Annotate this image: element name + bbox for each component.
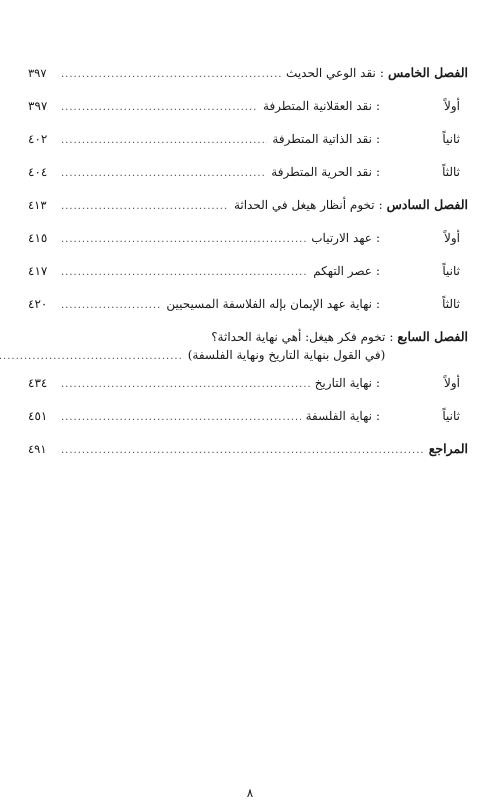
dot-leader bbox=[61, 165, 266, 183]
dot-leader bbox=[61, 132, 267, 150]
toc-item[interactable] bbox=[28, 407, 468, 440]
toc-item[interactable] bbox=[28, 262, 468, 295]
page-ref: ٣٩٧ bbox=[28, 66, 47, 80]
page-ref: ٤٢٠ bbox=[28, 297, 48, 311]
toc-item[interactable] bbox=[28, 130, 468, 163]
dot-leader bbox=[61, 442, 424, 460]
colon: : bbox=[375, 99, 380, 113]
dot-leader bbox=[61, 231, 306, 249]
page-ref: ٤٠٤ bbox=[28, 165, 48, 179]
dot-leader bbox=[61, 99, 258, 117]
item-title: نهاية التاريخ bbox=[314, 376, 372, 390]
dot-leader bbox=[61, 198, 229, 216]
colon: : bbox=[378, 198, 383, 212]
item-label: ثانياً bbox=[442, 264, 460, 278]
toc-item[interactable] bbox=[28, 229, 468, 262]
colon: : bbox=[389, 330, 394, 344]
item-title: عهد الارتياب bbox=[311, 231, 372, 245]
colon: : bbox=[375, 264, 380, 278]
toc-references[interactable] bbox=[28, 440, 468, 473]
toc-chapter-6[interactable] bbox=[28, 196, 468, 229]
chapter-label: الفصل الخامس bbox=[387, 65, 468, 80]
colon: : bbox=[375, 376, 380, 390]
toc-item[interactable] bbox=[28, 163, 468, 196]
page-ref: ٤٩١ bbox=[28, 442, 47, 456]
dot-leader bbox=[0, 348, 183, 366]
toc-item[interactable] bbox=[28, 295, 468, 328]
colon: : bbox=[375, 132, 380, 146]
dot-leader bbox=[61, 376, 310, 394]
toc-chapter-5[interactable] bbox=[28, 64, 468, 97]
page-ref: ٤٠٢ bbox=[28, 132, 48, 146]
chapter-title-line2-row bbox=[0, 346, 385, 366]
chapter-label: الفصل السادس bbox=[386, 197, 468, 212]
chapter-title: تخوم أنظار هيغل في الحداثة bbox=[233, 198, 375, 212]
item-label: ثانياً bbox=[442, 132, 460, 146]
item-label: ثانياً bbox=[442, 409, 460, 423]
toc-item[interactable] bbox=[28, 374, 468, 407]
page-number: ٨ bbox=[246, 786, 254, 800]
item-title: نهاية الفلسفة bbox=[305, 409, 372, 423]
item-label: ثالثاً bbox=[442, 297, 460, 311]
page-ref: ٤٣٤ bbox=[28, 376, 48, 390]
chapter-label: الفصل السابع bbox=[397, 329, 468, 344]
item-label: أولاً bbox=[444, 99, 460, 113]
item-label: أولاً bbox=[444, 231, 460, 245]
item-title: عصر التهكم bbox=[313, 264, 372, 278]
colon: : bbox=[375, 165, 380, 179]
colon: : bbox=[379, 66, 384, 80]
item-title: نقد الذاتية المتطرفة bbox=[272, 132, 372, 146]
references-label: المراجع bbox=[428, 441, 468, 456]
dot-leader bbox=[61, 264, 308, 282]
chapter-title-line1: تخوم فكر هيغل: أهي نهاية الحداثة؟ bbox=[211, 330, 386, 344]
page-ref: ٤١٣ bbox=[28, 198, 47, 212]
toc-chapter-7[interactable] bbox=[28, 328, 468, 374]
dot-leader bbox=[61, 409, 301, 427]
page-ref: ٤٥١ bbox=[28, 409, 48, 423]
dot-leader bbox=[61, 66, 281, 84]
chapter-title-line2: (في القول بنهاية التاريخ ونهاية الفلسفة) bbox=[187, 348, 386, 362]
item-label: ثالثاً bbox=[442, 165, 460, 179]
item-title: نقد العقلانية المتطرفة bbox=[263, 99, 372, 113]
page-ref: ٤١٧ bbox=[28, 264, 48, 278]
colon: : bbox=[375, 297, 380, 311]
colon: : bbox=[375, 231, 380, 245]
colon: : bbox=[375, 409, 380, 423]
item-label: أولاً bbox=[444, 376, 460, 390]
chapter-title: نقد الوعي الحديث bbox=[286, 66, 376, 80]
table-of-contents bbox=[28, 64, 468, 473]
page-ref: ٣٩٧ bbox=[28, 99, 48, 113]
item-title: نقد الحرية المتطرفة bbox=[271, 165, 372, 179]
item-title: نهاية عهد الإيمان بإله الفلاسفة المسيحيين bbox=[166, 297, 372, 311]
page-ref: ٤١٥ bbox=[28, 231, 48, 245]
dot-leader bbox=[61, 297, 161, 315]
toc-item[interactable] bbox=[28, 97, 468, 130]
chapter-title-block bbox=[0, 328, 385, 366]
